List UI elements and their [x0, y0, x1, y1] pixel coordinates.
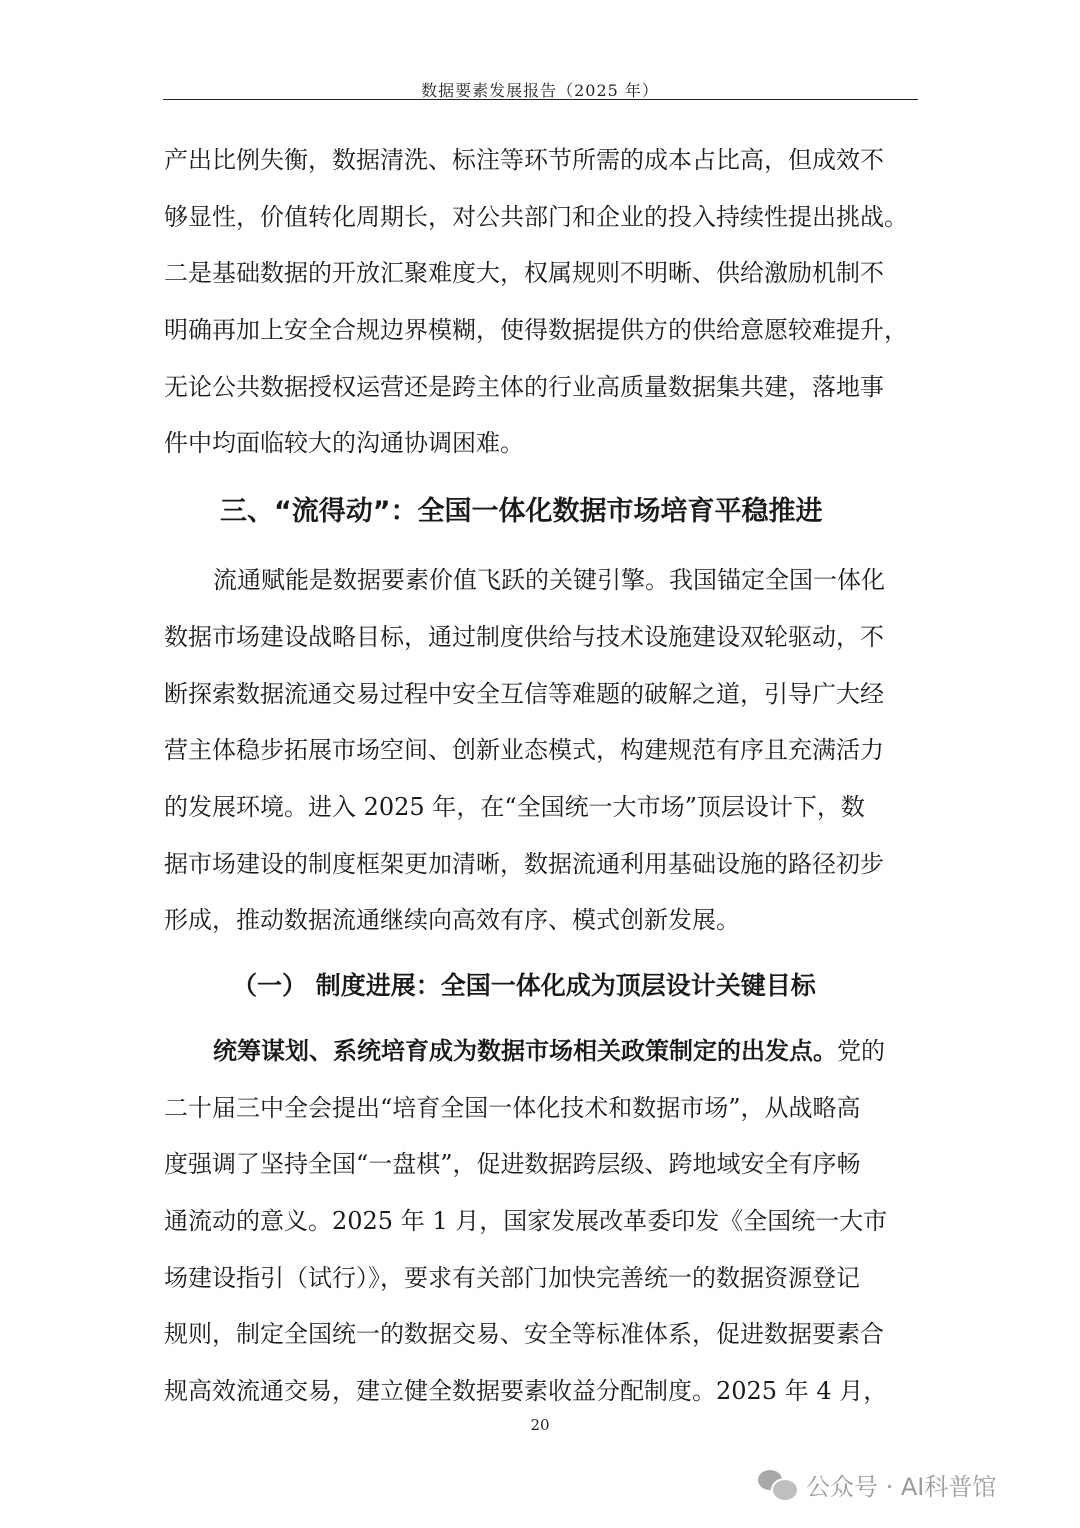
section-heading: 三、“流得动”：全国一体化数据市场培育平稳推进: [220, 496, 823, 528]
text-line: 产出比例失衡，数据清洗、标注等环节所需的成本占比高，但成效不: [164, 146, 884, 174]
running-header: 数据要素发展报告（2025 年）: [421, 81, 659, 100]
text-line: 无论公共数据授权运营还是跨主体的行业高质量数据集共建，落地事: [164, 372, 884, 401]
text-line: 营主体稳步拓展市场空间、创新业态模式，构建规范有序且充满活力: [164, 736, 884, 765]
text-line: 够显性，价值转化周期长，对公共部门和企业的投入持续性提出挑战。: [164, 202, 908, 231]
text-line: [164, 1023, 916, 1080]
paragraph-3: [164, 1023, 916, 1420]
text-line: 断探索数据流通交易过程中安全互信等难题的破解之道，引导广大经: [164, 679, 884, 708]
subsection-heading: （一） 制度进展：全国一体化成为顶层设计关键目标: [232, 970, 816, 1000]
text-line: 的发展环境。进入 2025 年，在“全国统一大市场”顶层设计下，数: [164, 792, 865, 821]
text-line: 度强调了坚持全国“一盘棋”，促进数据跨层级、跨地域安全有序畅: [164, 1150, 861, 1179]
text-line: 规高效流通交易，建立健全数据要素收益分配制度。2025 年 4 月，: [164, 1377, 888, 1406]
text-line: 通流动的意义。2025 年 1 月，国家发展改革委印发《全国统一大市: [164, 1207, 888, 1235]
bold-lead-sentence: 统筹谋划、系统培育成为数据市场相关政策制定的出发点。: [213, 1035, 837, 1065]
text-line: 据市场建设的制度框架更加清晰，数据流通利用基础设施的路径初步: [164, 849, 884, 878]
text-line: 规则，制定全国统一的数据交易、安全等标准体系，促进数据要素合: [164, 1320, 884, 1349]
watermark-text: 公众号 · AI科普馆: [806, 1472, 997, 1501]
watermark: [758, 1464, 996, 1504]
page-number: 20: [530, 1416, 550, 1434]
paragraph-1: [164, 132, 916, 472]
text-line: 形成，推动数据流通继续向高效有序、模式创新发展。: [164, 906, 740, 935]
page-body: [164, 132, 916, 1420]
text-line: 二十届三中全会提出“培育全国一体化技术和数据市场”，从战略高: [164, 1093, 861, 1122]
text-run: 党的: [837, 1036, 885, 1065]
text-line: 流通赋能是数据要素价值飞跃的关键引擎。我国锚定全国一体化: [213, 566, 885, 595]
wechat-icon: [758, 1468, 796, 1500]
text-line: 件中均面临较大的沟通协调困难。: [164, 429, 524, 458]
text-line: 场建设指引（试行）》，要求有关部门加快完善统一的数据资源登记: [164, 1263, 860, 1292]
text-line: 二是基础数据的开放汇聚难度大，权属规则不明晰、供给激励机制不: [164, 259, 884, 288]
header-divider: [163, 99, 918, 100]
paragraph-2: [164, 552, 916, 949]
text-line: 明确再加上安全合规边界模糊，使得数据提供方的供给意愿较难提升，: [164, 316, 908, 345]
text-line: 数据市场建设战略目标，通过制度供给与技术设施建设双轮驱动，不: [164, 622, 884, 651]
